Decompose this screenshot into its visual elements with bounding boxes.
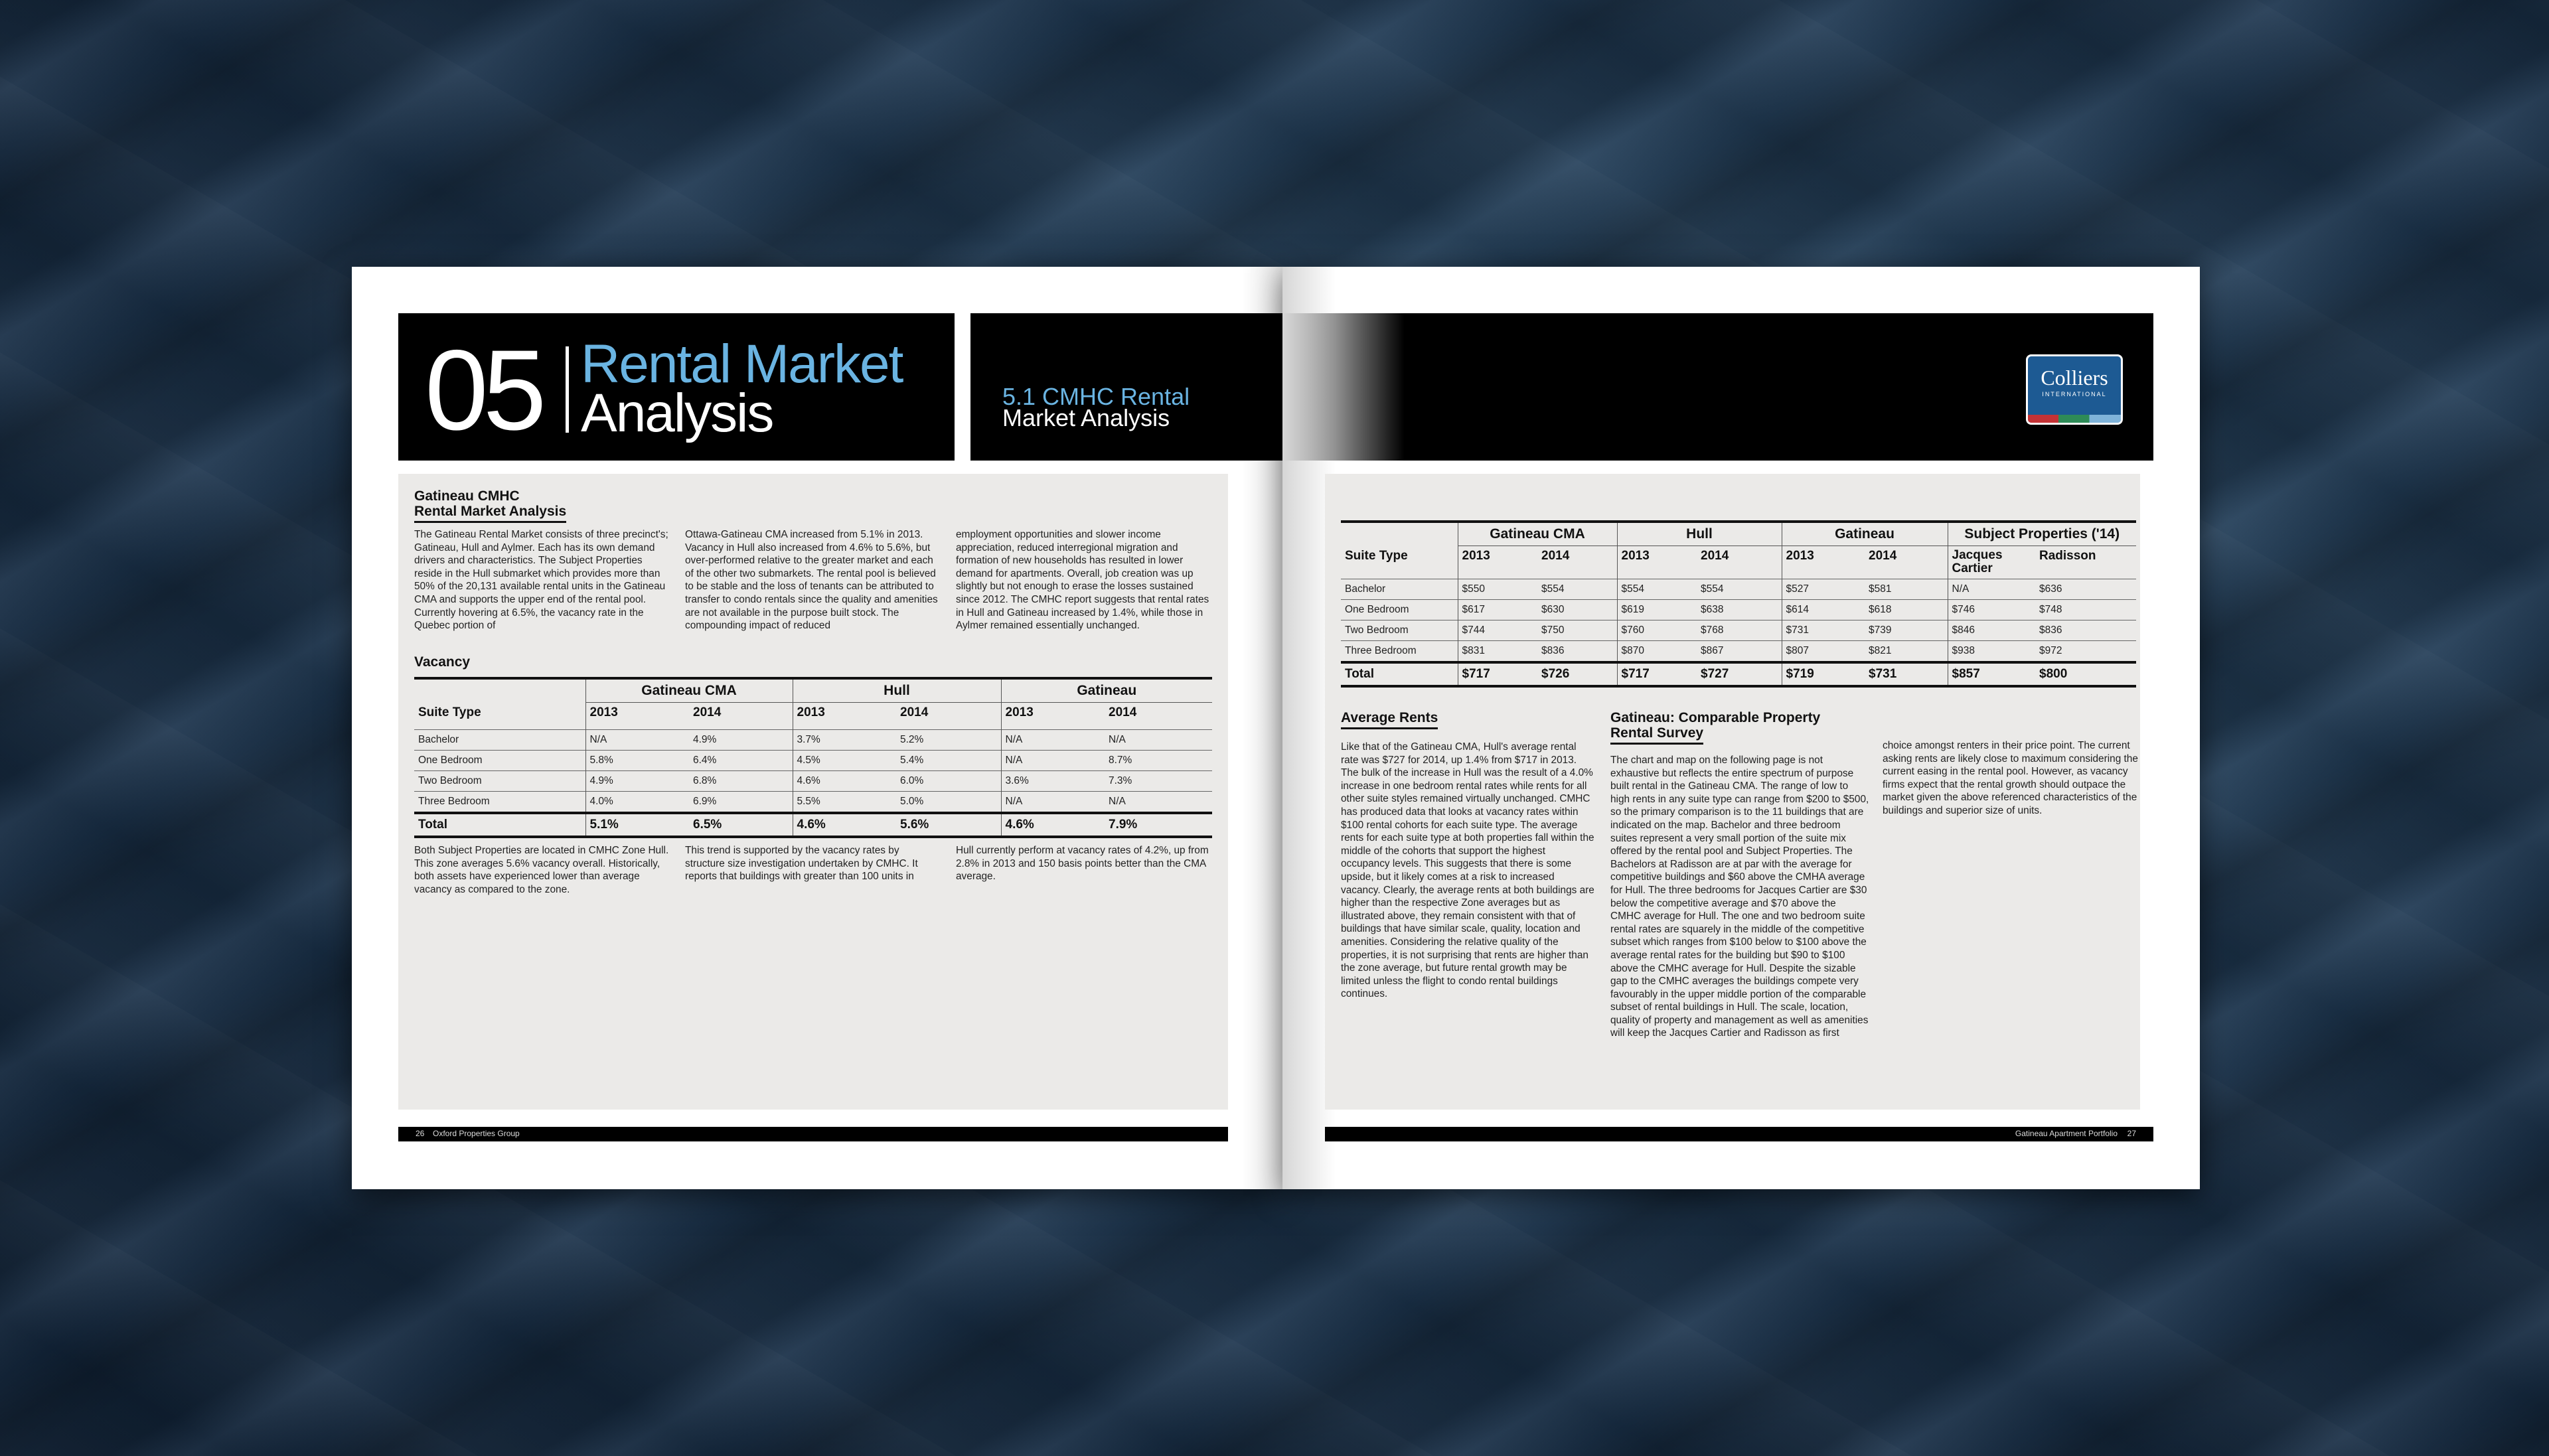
table-cell: $748	[2035, 600, 2136, 620]
intro-heading	[414, 488, 566, 523]
total-cell: $800	[2035, 662, 2136, 686]
comparable-heading-line1: Gatineau: Comparable Property	[1610, 710, 1821, 725]
year-header: 2014	[1869, 549, 1897, 563]
table-cell: $846	[1948, 620, 2035, 641]
page-number: 27	[2127, 1129, 2136, 1138]
after-table-column-2: This trend is supported by the vacancy rates by structure size investigation undertaken by CMHC. It reports that buildings with greater than 100 units in	[685, 845, 918, 883]
group-header: Gatineau CMA	[585, 678, 793, 703]
logo-wordmark: Colliers	[2041, 366, 2108, 390]
total-cell: $717	[1617, 662, 1697, 686]
logo-stripes	[2028, 415, 2121, 423]
table-cell: $630	[1537, 600, 1617, 620]
chapter-title-line2: Analysis	[581, 383, 773, 443]
table-cell: $554	[1617, 579, 1697, 600]
rent-table	[1341, 520, 2136, 688]
table-cell: $617	[1458, 600, 1537, 620]
total-cell: 4.6%	[793, 813, 896, 837]
total-label: Total	[414, 813, 585, 837]
suite-type-header: Suite Type	[418, 705, 481, 719]
suite-type-cell: Bachelor	[1341, 579, 1458, 600]
column-3-text: choice amongst renters in their price point. The current asking rents are likely close to maximum considering the current easing in the rental pool. However, as vacancy firms expect that the rental growth should outpace the market given the above referenced characteristics of the buildings and superior size of units.	[1883, 740, 2138, 816]
vacancy-table-group-row	[414, 678, 1212, 703]
total-cell: 5.1%	[585, 813, 689, 837]
table-cell: $554	[1697, 579, 1782, 600]
total-cell: $727	[1697, 662, 1782, 686]
total-cell: $717	[1458, 662, 1537, 686]
right-footer	[1325, 1127, 2153, 1141]
table-cell: $636	[2035, 579, 2136, 600]
total-cell: $731	[1865, 662, 1948, 686]
group-header: Subject Properties ('14)	[1948, 522, 2136, 546]
suite-type-cell: Two Bedroom	[414, 771, 585, 792]
table-cell: $807	[1782, 641, 1865, 663]
table-cell: $867	[1697, 641, 1782, 663]
right-content-panel	[1325, 474, 2140, 1110]
table-row	[1341, 620, 2136, 641]
table-cell: $619	[1617, 600, 1697, 620]
table-row	[414, 730, 1212, 751]
left-page	[352, 267, 1282, 1189]
chapter-title-line1: Rental Market	[581, 334, 903, 394]
property-header: Jacques Cartier	[1948, 546, 2035, 579]
group-header: Hull	[1617, 522, 1782, 546]
table-cell: $768	[1697, 620, 1782, 641]
average-rents-text: Like that of the Gatineau CMA, Hull's average rental rate was $727 for 2014, up 1.4% from $717 in 2013. The bulk of the increase in Hull was the result of a 4.0% increase in one bedroom rental rates while rents for all other suite styles remained virtually unchanged. CMHC has produced data that looks at vacancy rates within $100 rental cohorts for each suite type. The average rents for each suite type at both properties fall within the middle of the cohorts that support the highest occupancy levels. This suggests that there is some upside, but it likely comes at a risk to increased vacancy. Clearly, the average rents at both buildings are higher than the respective Zone averages but as illustrated above, they remain consistent with that of buildings that have similar scale, quality, location and amenities. Considering the relative quality of the properties, it is not surprising that rents are higher than the zone average, but future rental growth may be limited unless the flight to condo rental buildings continues.	[1341, 741, 1594, 1000]
table-row	[414, 792, 1212, 814]
table-cell: $744	[1458, 620, 1537, 641]
section-title-line1: 5.1 CMHC Rental	[1002, 383, 1190, 410]
footer-text: Oxford Properties Group	[433, 1129, 520, 1138]
table-cell: $550	[1458, 579, 1537, 600]
total-cell: $719	[1782, 662, 1865, 686]
table-cell: 5.4%	[896, 751, 1001, 771]
table-cell: $760	[1617, 620, 1697, 641]
table-cell: 3.6%	[1001, 771, 1105, 792]
group-header: Hull	[793, 678, 1001, 703]
table-cell: 5.8%	[585, 751, 689, 771]
total-label: Total	[1341, 662, 1458, 686]
intro-column-2: Ottawa-Gatineau CMA increased from 5.1% in 2013. Vacancy in Hull also increased from 4.6% to 5.6%, but over-performed relative to the greater market and each of the other two submarkets. The rental pool is believed to be stable and the loss of tenants can be attributed to transfer to condo rentals since the quality and amenities are not available in the purpose built stock. The compounding impact of reduced	[685, 529, 938, 632]
table-cell: 3.7%	[793, 730, 896, 751]
page-number: 26	[416, 1129, 425, 1138]
table-cell: $972	[2035, 641, 2136, 663]
table-cell: $750	[1537, 620, 1617, 641]
table-cell: $638	[1697, 600, 1782, 620]
table-cell: $836	[2035, 620, 2136, 641]
year-header: 2013	[1782, 546, 1865, 579]
table-cell: N/A	[585, 730, 689, 751]
table-cell: $554	[1537, 579, 1617, 600]
total-cell: 5.6%	[896, 813, 1001, 837]
comparable-heading	[1610, 710, 1820, 745]
table-cell: 5.2%	[896, 730, 1001, 751]
property-header: Radisson	[2039, 549, 2096, 563]
year-header: 2013	[585, 703, 689, 730]
table-total-row	[414, 813, 1212, 837]
table-cell: N/A	[1105, 792, 1212, 814]
year-header: 2013	[1617, 546, 1697, 579]
total-cell: $726	[1537, 662, 1617, 686]
table-cell: N/A	[1001, 751, 1105, 771]
section-title-line2: Market Analysis	[1002, 404, 1170, 431]
rent-table-header-row	[1341, 546, 2136, 579]
table-cell: $581	[1865, 579, 1948, 600]
comparable-text: The chart and map on the following page is not exhaustive but reflects the entire spectrum of purpose built rental in the Gatineau CMA. The range of low to high rents in any suite type can range from $200 to $500, so the primary comparison is to the 11 buildings that are indicated on the map. Bachelor and three bedroom suites represent a very small portion of the suite mix offered by the rental pool and Subject Properties. The Bachelors at Radisson are at par with the average for competitive buildings and $60 above the CMHA average for Hull. The three bedrooms for Jacques Cartier are $30 below the competitive average and $70 above the CMHC average for Hull. The one and two bedroom suite rental rates are squarely in the middle of the competitive subset which ranges from $100 below to $100 above the average rental rates for the building but $90 to $100 above the CMHC average for Hull. Despite the sizable gap to the CMHC averages the buildings compete very favourably in the upper middle portion of the comparable subset of rental buildings in Hull. The scale, location, quality of property and management as well as amenities will keep the Jacques Cartier and Radisson as first	[1610, 755, 1869, 1039]
footer-text: Gatineau Apartment Portfolio	[2015, 1129, 2118, 1138]
total-cell: 4.6%	[1001, 813, 1105, 837]
table-row	[1341, 579, 2136, 600]
year-header: 2013	[1458, 546, 1537, 579]
group-header: Gatineau	[1782, 522, 1948, 546]
right-header-bar	[1282, 313, 2153, 461]
left-content-panel	[398, 474, 1228, 1110]
year-header: 2014	[900, 705, 929, 719]
table-cell: N/A	[1001, 792, 1105, 814]
suite-type-cell: One Bedroom	[1341, 600, 1458, 620]
table-total-row	[1341, 662, 2136, 686]
total-cell: 7.9%	[1105, 813, 1212, 837]
table-cell: $831	[1458, 641, 1537, 663]
suite-type-cell: Two Bedroom	[1341, 620, 1458, 641]
table-cell: 4.9%	[585, 771, 689, 792]
table-row	[1341, 600, 2136, 620]
after-table-column-3: Hull currently perform at vacancy rates of 4.2%, up from 2.8% in 2013 and 150 basis points better than the CMA average.	[956, 845, 1209, 883]
suite-type-cell: Three Bedroom	[414, 792, 585, 814]
year-header: 2013	[1001, 703, 1105, 730]
table-cell: N/A	[1105, 730, 1212, 751]
suite-type-cell: Three Bedroom	[1341, 641, 1458, 663]
chapter-divider	[566, 346, 569, 433]
intro-heading-line2: Rental Market Analysis	[414, 504, 566, 523]
total-cell: 6.5%	[689, 813, 793, 837]
year-header: 2014	[693, 705, 722, 719]
table-cell: 7.3%	[1105, 771, 1212, 792]
vacancy-table-header-row	[414, 703, 1212, 730]
table-cell: 6.4%	[689, 751, 793, 771]
table-cell: 4.5%	[793, 751, 896, 771]
suite-type-cell: Bachelor	[414, 730, 585, 751]
right-page	[1282, 267, 2200, 1189]
rent-table-group-row	[1341, 522, 2136, 546]
table-cell: $746	[1948, 600, 2035, 620]
group-header: Gatineau CMA	[1458, 522, 1617, 546]
logo-subtitle: INTERNATIONAL	[2042, 391, 2107, 398]
table-cell: $618	[1865, 600, 1948, 620]
table-cell: $821	[1865, 641, 1948, 663]
total-cell: $857	[1948, 662, 2035, 686]
table-cell: N/A	[1001, 730, 1105, 751]
chapter-number: 05	[425, 327, 542, 454]
table-cell: N/A	[1948, 579, 2035, 600]
group-header: Gatineau	[1001, 678, 1212, 703]
table-cell: 6.8%	[689, 771, 793, 792]
table-cell: 4.6%	[793, 771, 896, 792]
colliers-logo	[2026, 354, 2123, 425]
table-cell: 8.7%	[1105, 751, 1212, 771]
vacancy-table	[414, 677, 1212, 838]
table-cell: 5.0%	[896, 792, 1001, 814]
intro-heading-line1: Gatineau CMHC	[414, 488, 520, 504]
intro-column-1: The Gatineau Rental Market consists of three precinct's; Gatineau, Hull and Aylmer. Each has its own demand drivers and characteristics. The Subject Properties reside in the Hull submarket which provides more than 50% of the 20,131 available rental units in the Gatineau CMA and supports the upper end of the rental pool. Currently hovering at 6.5%, the vacancy rate in the Quebec portion of	[414, 529, 668, 632]
table-cell: $836	[1537, 641, 1617, 663]
average-rents-heading-text: Average Rents	[1341, 710, 1438, 729]
table-row	[1341, 641, 2136, 663]
table-row	[414, 751, 1212, 771]
suite-type-header: Suite Type	[1345, 548, 1408, 563]
table-cell: $527	[1782, 579, 1865, 600]
year-header: 2014	[1109, 705, 1137, 719]
comparable-heading-line2: Rental Survey	[1610, 725, 1703, 745]
table-cell: $938	[1948, 641, 2035, 663]
average-rents-heading	[1341, 710, 1438, 729]
chapter-header	[398, 313, 955, 461]
table-cell: 4.0%	[585, 792, 689, 814]
suite-type-cell: One Bedroom	[414, 751, 585, 771]
table-cell: $731	[1782, 620, 1865, 641]
table-row	[414, 771, 1212, 792]
year-header: 2014	[1701, 549, 1729, 563]
table-cell: $870	[1617, 641, 1697, 663]
intro-column-3: employment opportunities and slower income appreciation, reduced interregional migration and formation of new households has resulted in lower demand for apartments. Overall, job creation was up slightly but not enough to erase the losses sustained since 2012. The CMHC report suggests that rental rates in Hull and Gatineau increased by 1.4%, while those in Aylmer remained essentially unchanged.	[956, 529, 1209, 632]
year-header: 2014	[1541, 549, 1570, 563]
section-header	[970, 313, 1282, 461]
vacancy-heading: Vacancy	[414, 654, 471, 670]
table-cell: 4.9%	[689, 730, 793, 751]
after-table-column-1: Both Subject Properties are located in CMHC Zone Hull. This zone averages 5.6% vacancy overall. Historically, both assets have experienced lower than average vacancy as compared to the zone.	[414, 845, 669, 895]
year-header: 2013	[793, 703, 896, 730]
table-cell: 6.9%	[689, 792, 793, 814]
table-cell: $614	[1782, 600, 1865, 620]
table-cell: $739	[1865, 620, 1948, 641]
table-cell: 5.5%	[793, 792, 896, 814]
table-cell: 6.0%	[896, 771, 1001, 792]
left-footer	[398, 1127, 1228, 1141]
